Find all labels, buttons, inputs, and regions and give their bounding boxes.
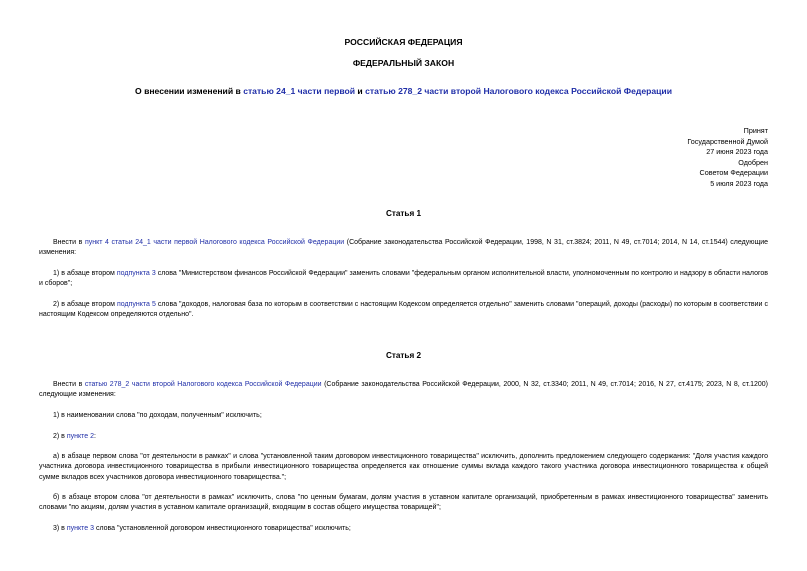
article-2-intro [39, 380, 768, 401]
link-punkt-3[interactable]: пункте 3 [66, 525, 94, 532]
text: б) в абзаце втором слова "от деятельности в рамках" исключить, слова "по ценным бумагам, долям участия в уставном капитале организаций, приобретенным в рамках инвестиционного товарищества" заменить словами "по акциям, долям участия в уставном капитале организаций, входящим в состав общего имущества товарищей"; [39, 494, 768, 512]
link-podpunkt-3[interactable]: подпункта 3 [116, 270, 156, 277]
doc-type-heading: ФЕДЕРАЛЬНЫЙ ЗАКОН [352, 58, 455, 68]
link-punkt-2[interactable]: пункте 2 [66, 433, 94, 440]
title-prefix: О внесении изменений в [135, 86, 244, 96]
article-2-item-2 [39, 432, 768, 442]
link-punkt-4-article-24-1[interactable]: пункт 4 статьи 24_1 части первой Налогового кодекса Российской Федерации [84, 239, 345, 246]
article-1-heading: Статья 1 [385, 209, 422, 218]
adoption-line: 27 июня 2023 года [706, 147, 768, 157]
text: 1) в наименовании слова "по доходам, полученным" исключить; [53, 412, 262, 419]
text: (Собрание законодательства Российской Федерации, 2000, N 32, ст.3340; 2011, N 49, ст.7014; 2016, N 27, ст.4175; 2023, N 8, ст.1200) следующие изменения: [39, 381, 768, 399]
text: 3) в [53, 525, 67, 532]
adoption-line: Одобрен [738, 157, 768, 167]
adoption-line: Государственной Думой [687, 136, 768, 146]
text: (Собрание законодательства Российской Федерации, 1998, N 31, ст.3824; 2011, N 49, ст.7014; 2014, N 14, ст.1544) следующие изменения: [39, 239, 769, 257]
article-2-item-b [39, 493, 768, 514]
text: слова "установленной договором инвестиционного товарищества" исключить; [94, 525, 351, 532]
text: 2) в абзаце втором [53, 301, 117, 308]
adoption-line: 5 июля 2023 года [710, 178, 768, 188]
text: 2) в [53, 433, 67, 440]
text: Внести в [53, 239, 85, 246]
title-link-article-278-2[interactable]: статью 278_2 части второй Налогового кодекса Российской Федерации [365, 86, 672, 96]
text: Внести в [53, 381, 85, 388]
law-title [0, 86, 807, 96]
title-mid: и [355, 86, 366, 96]
text: слова "Министерством финансов Российской Федерации" заменить словами "федеральным органом исполнительной власти, уполномоченным по контролю и надзору в области налогов и сборов"; [39, 270, 768, 288]
text: а) в абзаце первом слова "от деятельности в рамках" и слова "установленной таким договором инвестиционного товарищества" исключить, дополнить предложением следующего содержания: "Доля участия каждого участника договора инвестиционного товарищества в прибыли инвестиционного товарищества определяется как отношение суммы вклада каждого такого участника договора инвестиционного товарищества к общей сумме вкладов всех участников договора инвестиционного товарищества."; [39, 453, 768, 481]
title-link-article-24-1[interactable]: статью 24_1 части первой [243, 86, 356, 96]
article-1-item-1 [39, 269, 768, 290]
text: слова "доходов, налоговая база по которым в соответствии с настоящим Кодексом определяется отдельно" заменить словами "операций, доходы (расходы) по которым в соответствии с настоящим Кодексом определяются отдельно". [39, 301, 768, 319]
article-2-heading: Статья 2 [385, 351, 422, 360]
link-article-278-2[interactable]: статью 278_2 части второй Налогового кодекса Российской Федерации [84, 381, 322, 388]
link-podpunkt-5[interactable]: подпункта 5 [116, 301, 156, 308]
adoption-line: Принят [743, 126, 768, 135]
text: 1) в абзаце втором [53, 270, 117, 277]
text: : [94, 433, 96, 440]
article-1-item-2 [39, 300, 768, 321]
article-2-item-1 [39, 411, 768, 421]
article-1-intro [39, 238, 768, 259]
country-heading: РОССИЙСКАЯ ФЕДЕРАЦИЯ [344, 37, 463, 47]
adoption-line: Советом Федерации [699, 168, 768, 178]
adoption-block [687, 126, 768, 190]
article-2-item-3 [39, 524, 768, 534]
article-2-item-a [39, 452, 768, 483]
